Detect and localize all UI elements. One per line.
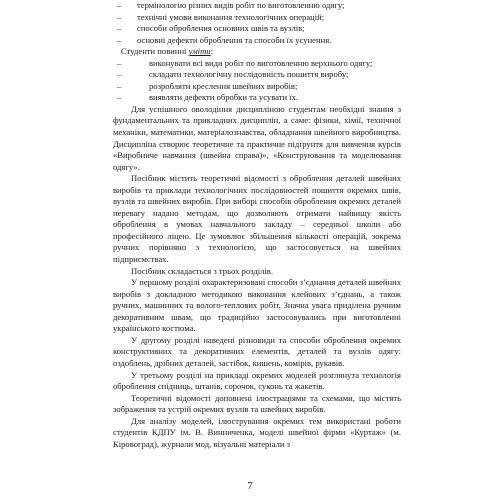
list-item bbox=[113, 12, 401, 24]
knowledge-list bbox=[113, 0, 401, 46]
page-body bbox=[113, 0, 401, 450]
paragraph-sources: Для аналізу моделей, ілюстрування окремих тем використані роботи студентів КДПУ ім. В. Винниченка, моделі швейної фірми «Куртаж» (м. Кіровоград), журнали мод, візуальні матеріали з bbox=[113, 415, 401, 449]
paragraph-section-two: У другому розділі наведені різновиди та способи оброблення окремих конструктивних та декоративних елементів, деталей та вузлів одягу: оздоблень, дрібних деталей, застібок, кишень, комірів, рукавів. bbox=[113, 334, 401, 368]
paragraph-contents: Посібник містить теоретичні відомості з оброблення деталей швейних виробів та приклади технологічних послідовностей пошиття окремих швів, вузлів та швейних виробів. При виборі способів оброблення окремих деталей перевагу надано методам, що дозволяють отримати найвищу якість оброблення в умовах навчального закладу – середньої школи або професійного ліцею. Це зумовлює збільшення кількості операцій, зокрема ручних порівняно з технологією, що застосовується на швейних підприємствах. bbox=[113, 173, 401, 265]
list-item-text: основні дефекти оброблення та способи їх усунення. bbox=[137, 34, 332, 45]
list-item-text: виконувати всі види робіт по виготовленню верхнього одягу; bbox=[149, 57, 373, 68]
list-item-text: розробляти креслення швейних виробів; bbox=[149, 80, 298, 91]
list-item bbox=[113, 81, 401, 93]
list-marker: – bbox=[117, 69, 122, 80]
list-marker: – bbox=[117, 11, 122, 22]
list-item-text: складати технологічну послідовність пошиття виробу; bbox=[149, 69, 349, 80]
paragraph-prerequisites: Для успішного оволодіння дисципліною студентам необхідні знання з фундаментальних та прикладних дисциплін, а саме: фізики, хімії, технічної механіки, математики, матеріалознавства, обладнання швейного виробництва. Дисципліна створює теоретичне та практичне підґрунтя для вивчення курсів «Виробниче навчання (швейна справа)», «Конструювання та моделювання одягу». bbox=[113, 103, 401, 172]
skills-lead-emphasis: уміти bbox=[188, 46, 211, 57]
list-item-text: виявляти дефекти обробки та усувати їх. bbox=[149, 92, 299, 103]
list-marker: – bbox=[117, 92, 122, 103]
list-marker: – bbox=[117, 23, 122, 34]
list-item bbox=[113, 35, 401, 47]
list-item-text: термінологію різних видів робіт по виготовленню одягу; bbox=[137, 0, 345, 10]
list-marker: – bbox=[117, 0, 122, 10]
page-number: 7 bbox=[247, 480, 253, 492]
paragraph-structure: Посібник складається з трьох розділів. bbox=[131, 265, 273, 276]
list-item-text: технічні умови виконання технологічних операцій; bbox=[137, 11, 325, 22]
skills-lead-suffix: : bbox=[210, 46, 213, 57]
paragraph-section-three: У третьому розділі на прикладі окремих моделей розглянута технологія оброблення спідниць, штанів, сорочок, суконь та жакетів. bbox=[113, 369, 401, 392]
list-marker: – bbox=[117, 57, 122, 68]
list-marker: – bbox=[117, 34, 122, 45]
list-item bbox=[113, 92, 401, 104]
list-item bbox=[113, 69, 401, 81]
list-item-text: способи обробления основних швів та вузлів; bbox=[137, 23, 305, 34]
list-item bbox=[113, 23, 401, 35]
list-item bbox=[113, 58, 401, 70]
paragraph-section-one: У першому розділі охарактеризовані способи з’єднання деталей швейних виробів з докладною методикою виконання клейових з’єднань, а також ручних, машинних та волого-теплових робіт. Значна увага приділена ручним декоративним швам, що традиційно застосовувались при виготовленні українського костюма. bbox=[113, 277, 401, 334]
skills-lead bbox=[113, 46, 401, 58]
list-marker: – bbox=[117, 80, 122, 91]
skills-list bbox=[113, 58, 401, 104]
paragraph-illustrations: Теоретичні відомості доповнені ілюстраціями та схемами, що містять зображення та устрій окремих вузлів та швейних виробів. bbox=[113, 392, 401, 415]
skills-lead-prefix: Студенти повинні bbox=[121, 46, 189, 57]
list-item bbox=[113, 0, 401, 12]
